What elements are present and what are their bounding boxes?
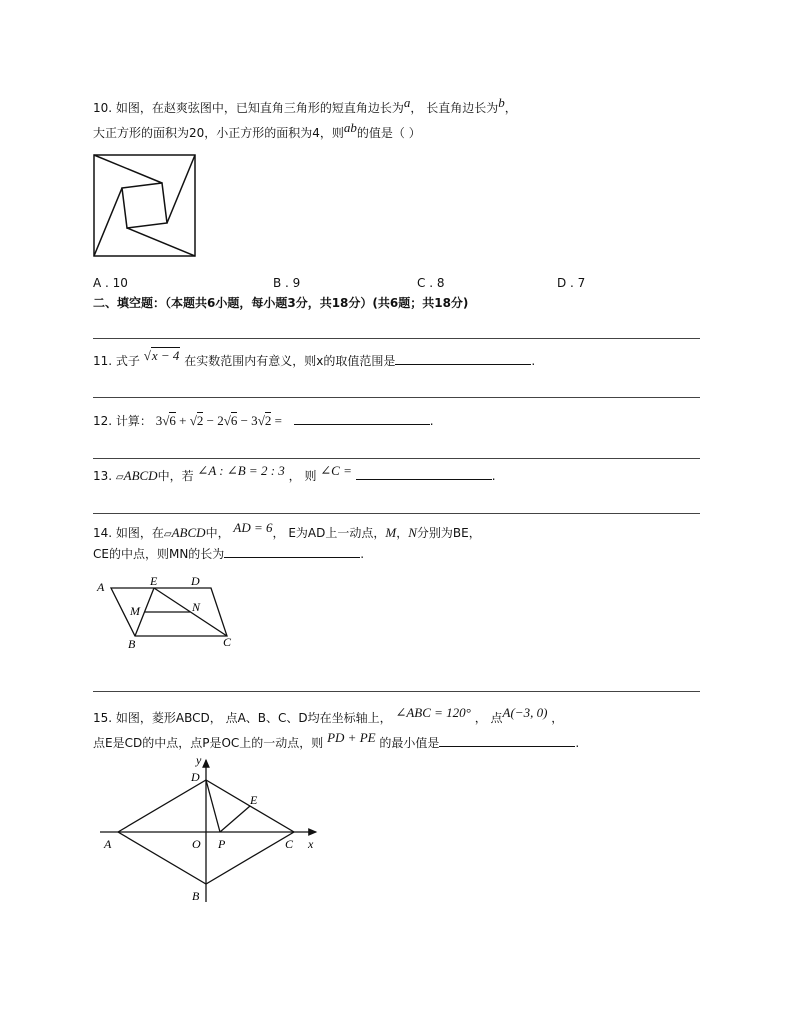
q12-end: . [429,414,434,428]
q14-text-3: ， E为AD上一动点， [272,526,386,540]
q13-answer-blank[interactable] [356,467,492,480]
q12-answer-blank[interactable] [294,412,430,425]
q14-end: . [360,547,365,561]
q12-line [93,412,434,429]
label-o: O [192,837,201,851]
q13-angle: ∠C = [320,463,352,478]
q15-end: . [575,736,580,750]
q14-m: M [385,525,397,540]
q10-line2 [93,120,421,141]
inner-square [122,183,167,228]
parallelogram-symbol-icon: ▱ [115,472,124,483]
label-b: B [128,637,136,651]
q14-text-6: CE的中点，则MN的长为 [93,547,225,561]
q12-radicand: 2 [264,413,272,428]
q12-op: + [175,413,190,428]
label-x: x [308,837,314,851]
divider [93,397,700,398]
divider [93,338,700,339]
label-p: P [218,837,226,851]
q11-suffix: 在实数范围内有意义，则x的取值范围是 [184,354,396,368]
divider [93,458,700,459]
q13-end: . [491,469,496,483]
q14-text-5: 分别为BE， [416,526,481,540]
q12-op: − 2 [203,413,224,428]
q11-radicand: x − 4 [151,348,180,363]
q15-line1 [93,705,564,726]
q11-line [93,348,536,369]
q15-expr: PD + PE [327,730,376,745]
q14-ad: AD = 6 [233,520,273,535]
label-a: A [104,837,112,851]
q14-text-4: ， [396,526,409,540]
q12-equals: = [271,413,282,428]
q10-text-1: 10. 如图，在赵爽弦图中，已知直角三角形的短直角边长为 [93,101,404,115]
label-a: A [97,580,105,594]
q10-var-a: a [403,95,411,110]
label-b: B [192,889,200,903]
q14-line1 [93,520,481,541]
q10-var-ab: ab [343,120,357,135]
q15-text-5: 的最小值是 [379,736,440,750]
label-e: E [250,793,258,807]
q11-end: . [531,354,536,368]
q12-radicand: 6 [169,413,176,428]
q13-ratio: ∠A : ∠B = 2 : 3 [197,463,285,478]
divider [93,513,700,514]
q10-text-5: 的值是（ ） [356,126,421,140]
label-m: M [130,604,140,618]
parallelogram-symbol-icon: ▱ [163,529,172,540]
q15-text-1: 15. 如图，菱形ABCD， 点A、B、C、D均在坐标轴上， [93,711,392,725]
divider [93,691,700,692]
q15-answer-blank[interactable] [439,734,575,747]
q15-text-4: 点E是CD的中点，点P是OC上的一动点，则 [93,736,324,750]
q11-sqrt: √x − 4 [143,348,180,363]
q13-prefix: 13. [93,469,113,483]
label-e: E [150,574,158,588]
zhao-shuang-figure [93,154,197,258]
q14-para-name: ABCD [171,525,206,540]
q14-text-1: 14. 如图，在 [93,526,164,540]
q14-line2 [93,545,364,562]
q15-line2 [93,730,580,751]
q10-option-b[interactable]: B . 9 [273,276,301,290]
q15-text-2: ， 点 [474,711,503,725]
rhombus-coordinate-figure [98,753,328,906]
q10-text-4: 大正方形的面积为20，小正方形的面积为4，则 [93,126,344,140]
q12-radicand: 6 [230,413,238,428]
q12-prefix: 12. 计算： [93,414,152,428]
q10-text-3: ， [504,101,517,115]
q14-answer-blank[interactable] [224,545,360,558]
label-n: N [192,600,201,614]
q12-radicand: 2 [196,413,204,428]
q11-prefix: 11. 式子 [93,354,140,368]
label-d: D [191,770,200,784]
q12-coef: 3 [155,413,163,428]
q14-n: N [408,525,417,540]
q11-answer-blank[interactable] [395,352,531,365]
q10-var-b: b [498,95,505,110]
q12-expression: 3√6 + √2 − 2√6 − 3√2 = [155,413,282,428]
q13-line [93,463,496,484]
outer-square [94,155,195,256]
q10-line1 [93,95,517,116]
label-c: C [285,837,294,851]
q10-option-a[interactable]: A . 10 [93,276,128,290]
q12-op: − 3 [237,413,258,428]
q13-then: ， 则 [288,469,317,483]
q15-point-a: A(−3, 0) [502,705,548,720]
q13-middle: 中，若 [157,469,194,483]
parallelogram-figure [93,574,243,654]
label-d: D [191,574,200,588]
label-c: C [223,635,232,649]
q15-text-3: ， [551,711,564,725]
q10-option-c[interactable]: C . 8 [417,276,445,290]
q15-angle: ∠ABC = 120° [395,705,471,720]
section2-heading: 二、填空题：（本题共6小题，每小题3分，共18分）(共6题；共18分) [93,296,469,310]
q10-option-d[interactable]: D . 7 [557,276,586,290]
label-y: y [196,753,202,767]
q13-para-name: ABCD [123,468,158,483]
q14-text-2: 中， [205,526,230,540]
q10-text-2: ， 长直角边长为 [410,101,499,115]
